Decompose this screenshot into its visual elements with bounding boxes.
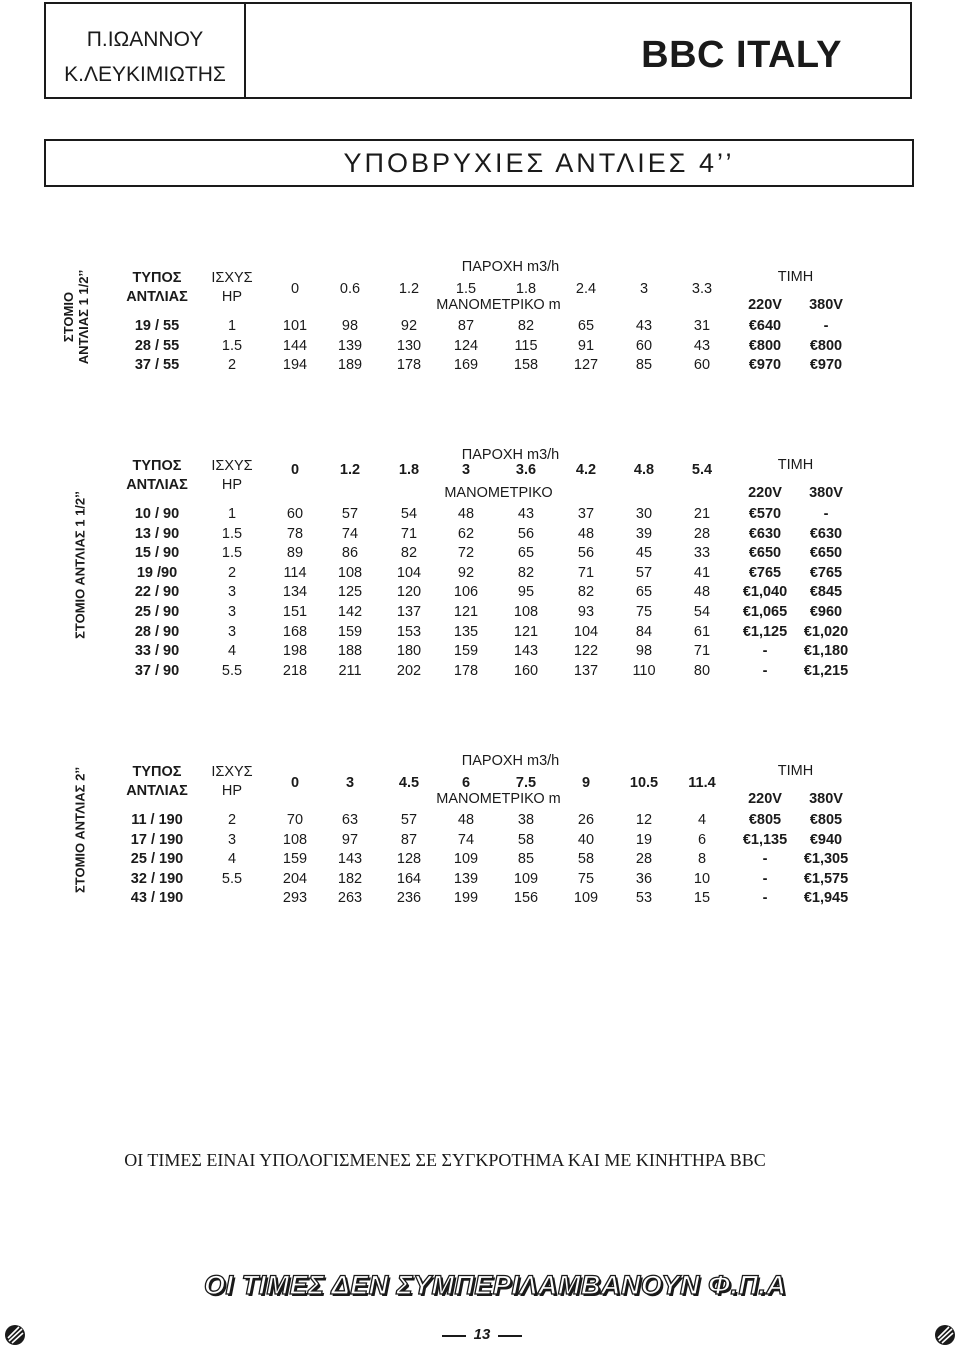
flow-value: 3 [639,281,649,297]
head-value: 202 [396,662,422,679]
pump-type: 43 / 190 [130,890,184,907]
head-value: 26 [577,812,595,828]
head-value: 198 [282,643,308,660]
head-value: 71 [693,643,711,660]
section-label-line: ΑΝΤΛΙΑΣ 1 1/2’’ [76,269,91,365]
pump-hp: 2 [227,812,237,828]
head-value: 39 [635,525,653,542]
head-value: 143 [513,643,539,660]
head-value: 194 [282,357,308,374]
price-220v: €1,040 [742,584,788,601]
head-value: 87 [457,318,475,334]
price-380v: €1,215 [803,662,849,679]
head-value: 57 [341,506,359,522]
price-380v: - [823,318,829,334]
head-value: 211 [338,662,362,679]
pump-hp: 3 [227,584,237,601]
pump-hp: 4 [227,851,237,868]
price-220v: €1,125 [742,623,788,640]
head-value: 180 [396,643,422,660]
pump-type: 28 / 90 [134,623,180,640]
price-380v: €800 [809,337,843,354]
head-value: 156 [513,890,539,907]
price-380v: €1,180 [803,643,849,660]
pump-type: 32 / 190 [130,870,184,887]
head-value: 137 [396,604,422,620]
head-value: 95 [517,584,535,601]
price-220v: - [762,890,768,907]
head-value: 48 [457,812,475,828]
pump-type: 37 / 55 [134,357,180,374]
col-header-type: ΤΥΠΟΣ [132,764,182,780]
price-220v: €970 [748,357,782,374]
price-220v: €640 [748,318,782,334]
flow-value: 2.4 [575,281,597,297]
price-380v: €845 [809,584,843,601]
head-value: 92 [457,564,475,581]
head-value: 106 [453,584,479,601]
price-380v: €970 [809,357,843,374]
pump-hp: 3 [227,604,237,620]
pricing-note: ΟΙ ΤΙΜΕΣ ΕΙΝΑΙ ΥΠΟΛΟΓΙΣΜΕΝΕΣ ΣΕ ΣΥΓΚΡΟΤΗΜΑ ΚΑΙ ΜΕ ΚΙΝΗΤΗΡΑ BBC [124,1150,766,1170]
head-value: 139 [337,337,363,354]
flow-value: 10.5 [629,775,659,791]
head-value: 48 [693,584,711,601]
head-value: 57 [400,812,418,828]
page-title: ΥΠΟΒΡΥΧΙΕΣ ΑΝΤΛΙΕΣ 4’’ [343,148,735,178]
section-label [73,491,88,639]
flow-value: 11.4 [688,775,716,791]
head-value: 89 [286,545,304,562]
col-header-power: ΙΣΧΥΣ [211,458,253,474]
head-value: 143 [337,851,363,868]
col-header-head: ΜΑΝΟΜΕΤΡΙΚΟ m [436,791,561,807]
head-value: 160 [513,662,539,679]
flow-value: 0 [290,775,300,791]
pump-type: 10 / 90 [134,506,180,522]
head-value: 56 [577,545,595,562]
head-value: 61 [693,623,711,640]
head-value: 40 [577,831,595,848]
head-value: 158 [513,357,539,374]
head-value: 28 [635,851,653,868]
price-380v: €650 [809,545,843,562]
head-value: 21 [693,506,711,522]
price-380v: €1,945 [803,890,849,907]
pump-type: 17 / 190 [130,831,184,848]
head-value: 36 [635,870,653,887]
price-220v: €630 [748,525,782,542]
head-value: 168 [282,623,308,640]
pump-type: 19 / 55 [134,318,180,334]
flow-value: 3 [345,775,355,791]
flow-value: 7.5 [515,775,537,791]
price-380v: - [823,506,829,522]
pump-hp: 4 [227,643,237,660]
section-label [73,767,88,893]
head-value: 6 [697,831,707,848]
head-value: 151 [282,604,308,620]
price-380v: €1,575 [803,870,849,887]
head-value: 86 [341,545,359,562]
pump-type: 28 / 55 [134,337,180,354]
price-220v: €1,135 [742,831,788,848]
head-value: 75 [635,604,653,620]
price-220v: €765 [748,564,782,581]
flow-value: 1.2 [339,462,361,478]
col-header-head: ΜΑΝΟΜΕΤΡΙΚΟ [444,485,553,501]
col-header-hp: HP [221,783,243,799]
section-label [61,270,91,365]
pump-hp: 5.5 [221,870,243,887]
head-value: 82 [517,318,535,334]
pump-type: 25 / 90 [134,604,180,620]
head-value: 108 [337,564,363,581]
col-header-380v: 380V [809,485,843,501]
head-value: 153 [396,623,422,640]
head-value: 120 [396,584,422,601]
head-value: 84 [635,623,653,640]
head-value: 65 [577,318,595,334]
head-value: 82 [517,564,535,581]
head-value: 74 [457,831,475,848]
head-value: 15 [693,890,711,907]
head-value: 135 [453,623,479,640]
head-value: 159 [282,851,308,868]
head-value: 4 [697,812,707,828]
flow-value: 3 [461,462,471,478]
head-value: 178 [453,662,479,679]
head-value: 58 [577,851,595,868]
head-value: 12 [635,812,653,828]
head-value: 122 [573,643,599,660]
head-value: 144 [282,337,308,354]
brand-name: BBC ITALY [641,34,842,76]
col-header-type: ΑΝΤΛΙΑΣ [126,477,188,493]
head-value: 48 [577,525,595,542]
brand-logo-icon [934,1324,956,1346]
pump-hp: 1 [227,506,237,522]
pump-type: 25 / 190 [130,851,184,868]
head-value: 134 [282,584,308,601]
head-value: 8 [697,851,707,868]
head-value: 109 [453,851,479,868]
head-value: 65 [517,545,535,562]
vat-notice: ΟΙ ΤΙΜΕΣ ΔΕΝ ΣΥΜΠΕΡΙΛΑΜΒΑΝΟΥΝ Φ.Π.Α [204,1270,787,1300]
head-value: 70 [286,812,304,828]
head-value: 10 [693,870,711,887]
page-number-rule-right [498,1335,522,1337]
head-value: 124 [453,337,479,354]
head-value: 121 [453,604,479,620]
head-value: 30 [635,506,653,522]
head-value: 91 [577,337,595,354]
col-header-power: ΙΣΧΥΣ [211,270,253,286]
flow-value: 0 [290,281,300,297]
head-value: 19 [635,831,653,848]
pump-type: 33 / 90 [134,643,180,660]
flow-value: 1.5 [455,281,477,297]
head-value: 31 [693,318,711,334]
head-value: 56 [517,525,535,542]
head-value: 218 [282,662,308,679]
head-value: 108 [282,831,308,848]
head-value: 60 [635,337,653,354]
col-header-hp: HP [221,477,243,493]
head-value: 139 [453,870,479,887]
col-header-flow: ΠΑΡΟΧΗ m3/h [461,753,560,769]
head-value: 164 [396,870,422,887]
price-380v: €940 [809,831,843,848]
pump-hp: 2 [227,564,237,581]
flow-value: 4.5 [398,775,420,791]
section-label-line: ΣΤΟΜΙΟ ΑΝΤΛΙΑΣ 1 1/2’’ [72,491,88,639]
head-value: 108 [513,604,539,620]
head-value: 236 [396,890,422,907]
head-value: 45 [635,545,653,562]
pump-hp: 1.5 [221,545,243,562]
head-value: 98 [341,318,359,334]
head-value: 75 [577,870,595,887]
pump-hp: 1 [227,318,237,334]
flow-value: 3.6 [515,462,537,478]
section-label-line: ΣΤΟΜΙΟ [61,291,76,343]
price-380v: €1,305 [803,851,849,868]
head-value: 82 [400,545,418,562]
col-header-type: ΤΥΠΟΣ [132,270,182,286]
col-header-price: ΤΙΜΗ [777,269,814,285]
head-value: 114 [283,564,307,581]
head-value: 188 [337,643,363,660]
flow-value: 0.6 [339,281,361,297]
head-value: 85 [635,357,653,374]
head-value: 127 [573,357,599,374]
head-value: 85 [517,851,535,868]
head-value: 71 [400,525,418,542]
pump-hp: 3 [227,623,237,640]
company-name-line2: Κ.ΛΕΥΚΙΜΙΩΤΗΣ [64,63,226,86]
head-value: 142 [337,604,363,620]
head-value: 80 [693,662,711,679]
head-value: 33 [693,545,711,562]
flow-value: 1.8 [398,462,420,478]
head-value: 159 [337,623,363,640]
head-value: 37 [577,506,595,522]
pump-type: 11 / 190 [131,812,183,828]
document-header [44,2,912,99]
head-value: 63 [341,812,359,828]
price-220v: - [762,851,768,868]
price-220v: €650 [748,545,782,562]
flow-value: 4.8 [633,462,655,478]
col-header-power: ΙΣΧΥΣ [211,764,253,780]
head-value: 41 [693,564,711,581]
head-value: 62 [457,525,475,542]
col-header-type: ΑΝΤΛΙΑΣ [126,783,188,799]
flow-value: 1.8 [515,281,537,297]
head-value: 104 [573,623,599,640]
col-header-220v: 220V [748,791,782,807]
col-header-hp: HP [221,289,243,305]
head-value: 115 [514,337,538,354]
head-value: 293 [282,890,308,907]
head-value: 109 [573,890,599,907]
col-header-380v: 380V [809,791,843,807]
page-number-rule-left [442,1335,466,1337]
head-value: 74 [341,525,359,542]
head-value: 178 [396,357,422,374]
col-header-220v: 220V [748,485,782,501]
head-value: 38 [517,812,535,828]
flow-value: 4.2 [575,462,597,478]
price-220v: - [762,643,768,660]
col-header-type: ΑΝΤΛΙΑΣ [126,289,188,305]
head-value: 98 [635,643,653,660]
col-header-price: ΤΙΜΗ [777,763,814,779]
head-value: 189 [337,357,363,374]
pump-hp: 5.5 [221,662,243,679]
flow-value: 1.2 [398,281,420,297]
head-value: 104 [396,564,422,581]
head-value: 43 [693,337,711,354]
head-value: 53 [635,890,653,907]
col-header-price: ΤΙΜΗ [777,457,814,473]
head-value: 54 [693,604,711,620]
head-value: 128 [396,851,422,868]
pump-type: 19 /90 [136,564,178,581]
head-value: 182 [337,870,363,887]
head-value: 92 [400,318,418,334]
head-value: 204 [282,870,308,887]
price-220v: €570 [748,506,782,522]
price-220v: €805 [748,812,782,828]
flow-value: 9 [581,775,591,791]
pump-hp: 2 [227,357,237,374]
head-value: 121 [513,623,539,640]
page-title-box [44,139,914,187]
head-value: 93 [577,604,595,620]
price-380v: €960 [809,604,843,620]
flow-value: 3.3 [691,281,713,297]
pump-type: 37 / 90 [134,662,180,679]
company-name-line1: Π.ΙΩΑΝΝΟΥ [86,28,204,51]
price-220v: €1,065 [742,604,788,620]
pump-hp: 1.5 [221,525,243,542]
col-header-head: ΜΑΝΟΜΕΤΡΙΚΟ m [436,297,561,313]
pump-type: 13 / 90 [134,525,180,542]
col-header-flow: ΠΑΡΟΧΗ m3/h [461,447,560,463]
head-value: 169 [453,357,479,374]
head-value: 159 [453,643,479,660]
price-380v: €1,020 [803,623,849,640]
head-value: 109 [513,870,539,887]
pump-hp: 3 [227,831,237,848]
head-value: 60 [286,506,304,522]
pump-type: 15 / 90 [134,545,180,562]
price-380v: €765 [809,564,843,581]
head-value: 97 [341,831,359,848]
head-value: 78 [286,525,304,542]
page-number: 13 [473,1326,491,1343]
col-header-flow: ΠΑΡΟΧΗ m3/h [461,259,560,275]
head-value: 71 [577,564,595,581]
head-value: 101 [282,318,308,334]
head-value: 28 [693,525,711,542]
head-value: 60 [693,357,711,374]
col-header-220v: 220V [748,297,782,313]
flow-value: 5.4 [691,462,713,478]
brand-logo-icon [4,1324,26,1346]
head-value: 137 [573,662,599,679]
head-value: 82 [577,584,595,601]
section-label-line: ΣΤΟΜΙΟ ΑΝΤΛΙΑΣ 2’’ [72,766,88,894]
head-value: 72 [457,545,475,562]
col-header-380v: 380V [809,297,843,313]
head-value: 130 [396,337,422,354]
price-380v: €630 [809,525,843,542]
head-value: 54 [400,506,418,522]
price-220v: - [762,662,768,679]
head-value: 43 [635,318,653,334]
page-number-block [442,1326,522,1343]
pump-type: 22 / 90 [134,584,180,601]
head-value: 125 [337,584,363,601]
head-value: 58 [517,831,535,848]
head-value: 199 [453,890,479,907]
head-value: 57 [635,564,653,581]
flow-value: 6 [461,775,471,791]
head-value: 87 [400,831,418,848]
head-value: 43 [517,506,535,522]
pump-hp: 1.5 [221,337,243,354]
price-380v: €805 [809,812,843,828]
price-220v: €800 [748,337,782,354]
flow-value: 0 [290,462,300,478]
head-value: 110 [632,662,656,679]
price-220v: - [762,870,768,887]
head-value: 65 [635,584,653,601]
head-value: 263 [337,890,363,907]
head-value: 48 [457,506,475,522]
col-header-type: ΤΥΠΟΣ [132,458,182,474]
